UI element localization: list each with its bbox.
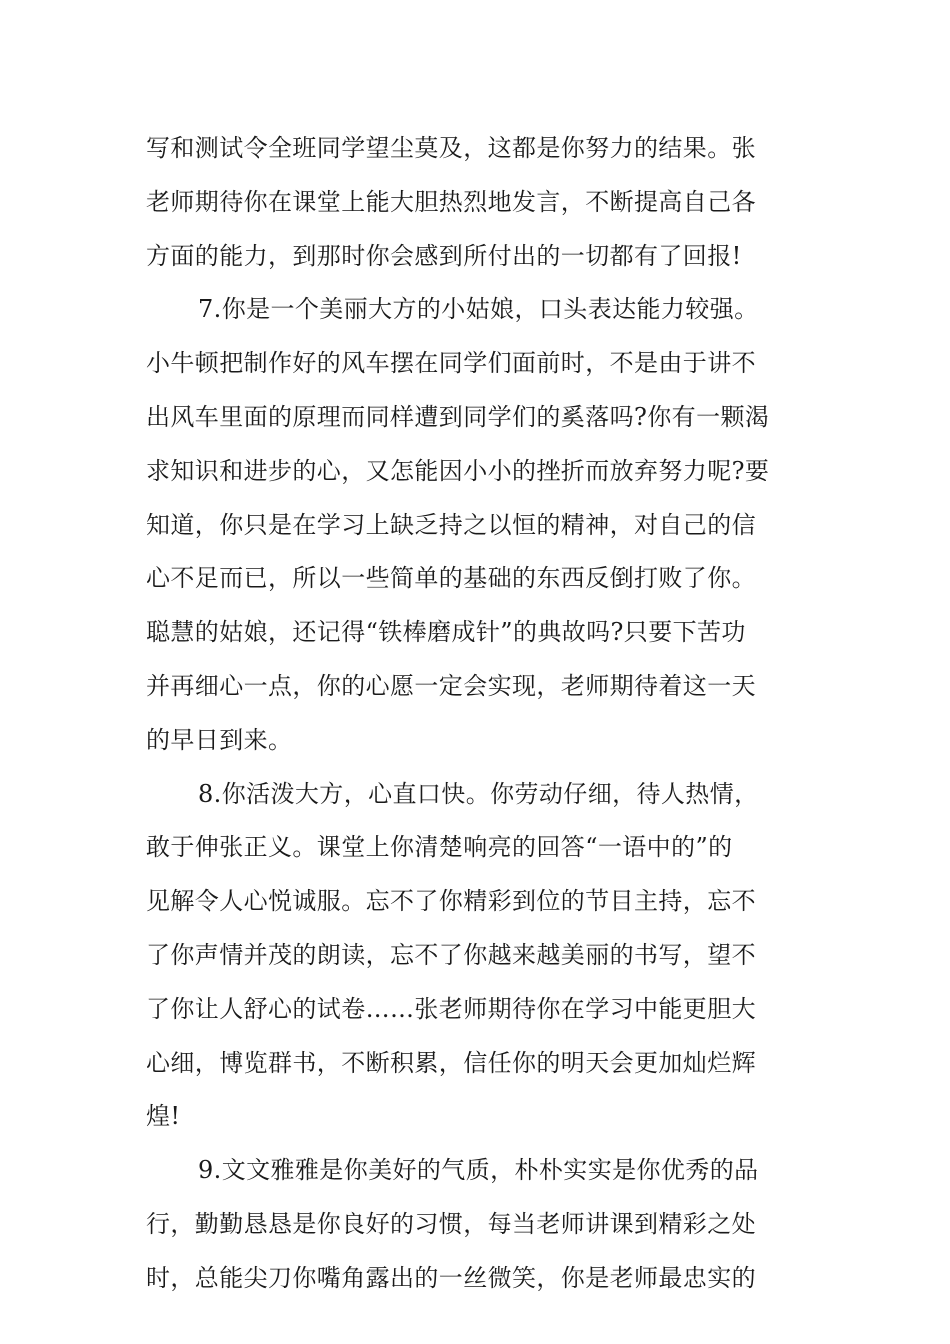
- text-line: 行，勤勤恳恳是你良好的习惯，每当老师讲课到精彩之处: [146, 1209, 756, 1238]
- text-line: 聪慧的姑娘，还记得“铁棒磨成针”的典故吗?只要下苦功: [146, 618, 746, 647]
- text-line: 敢于伸张正义。课堂上你清楚响亮的回答“一语中的”的: [146, 833, 733, 862]
- paragraph-8-first-line: 8.你活泼大方，心直口快。你劳动仔细，待人热情，: [198, 779, 759, 808]
- document-body: [146, 122, 811, 1306]
- text-line: 煌!: [146, 1102, 181, 1131]
- text-line: 心细，博览群书，不断积累，信任你的明天会更加灿烂辉: [146, 1048, 756, 1077]
- text-line: 方面的能力，到那时你会感到所付出的一切都有了回报!: [146, 241, 742, 270]
- text-line: 求知识和进步的心，又怎能因小小的挫折而放弃努力呢?要: [146, 456, 770, 485]
- text-line: 小牛顿把制作好的风车摆在同学们面前时，不是由于讲不: [146, 349, 756, 378]
- text-line: 写和测试令全班同学望尘莫及，这都是你努力的结果。张: [146, 134, 756, 162]
- text-line: 见解令人心悦诚服。忘不了你精彩到位的节目主持，忘不: [146, 887, 756, 916]
- paragraph-7-first-line: 7.你是一个美丽大方的小姑娘，口头表达能力较强。: [198, 295, 759, 324]
- text-line: 时，总能尖刀你嘴角露出的一丝微笑，你是老师最忠实的: [146, 1263, 756, 1292]
- text-line: 了你让人舒心的试卷……张老师期待你在学习中能更胆大: [146, 994, 756, 1023]
- text-line: 出风车里面的原理而同样遭到同学们的奚落吗?你有一颗渴: [146, 402, 770, 431]
- text-line: 的早日到来。: [146, 725, 293, 754]
- text-line: 老师期待你在课堂上能大胆热烈地发言，不断提高自己各: [146, 187, 756, 216]
- text-line: 了你声情并茂的朗读，忘不了你越来越美丽的书写，望不: [146, 940, 756, 969]
- text-line: 心不足而已，所以一些简单的基础的东西反倒打败了你。: [146, 564, 756, 593]
- paragraph-9-first-line: 9.文文雅雅是你美好的气质，朴朴实实是你优秀的品: [198, 1156, 759, 1185]
- text-line: 并再细心一点，你的心愿一定会实现，老师期待着这一天: [146, 671, 756, 700]
- text-line: 知道，你只是在学习上缺乏持之以恒的精神，对自己的信: [146, 510, 756, 539]
